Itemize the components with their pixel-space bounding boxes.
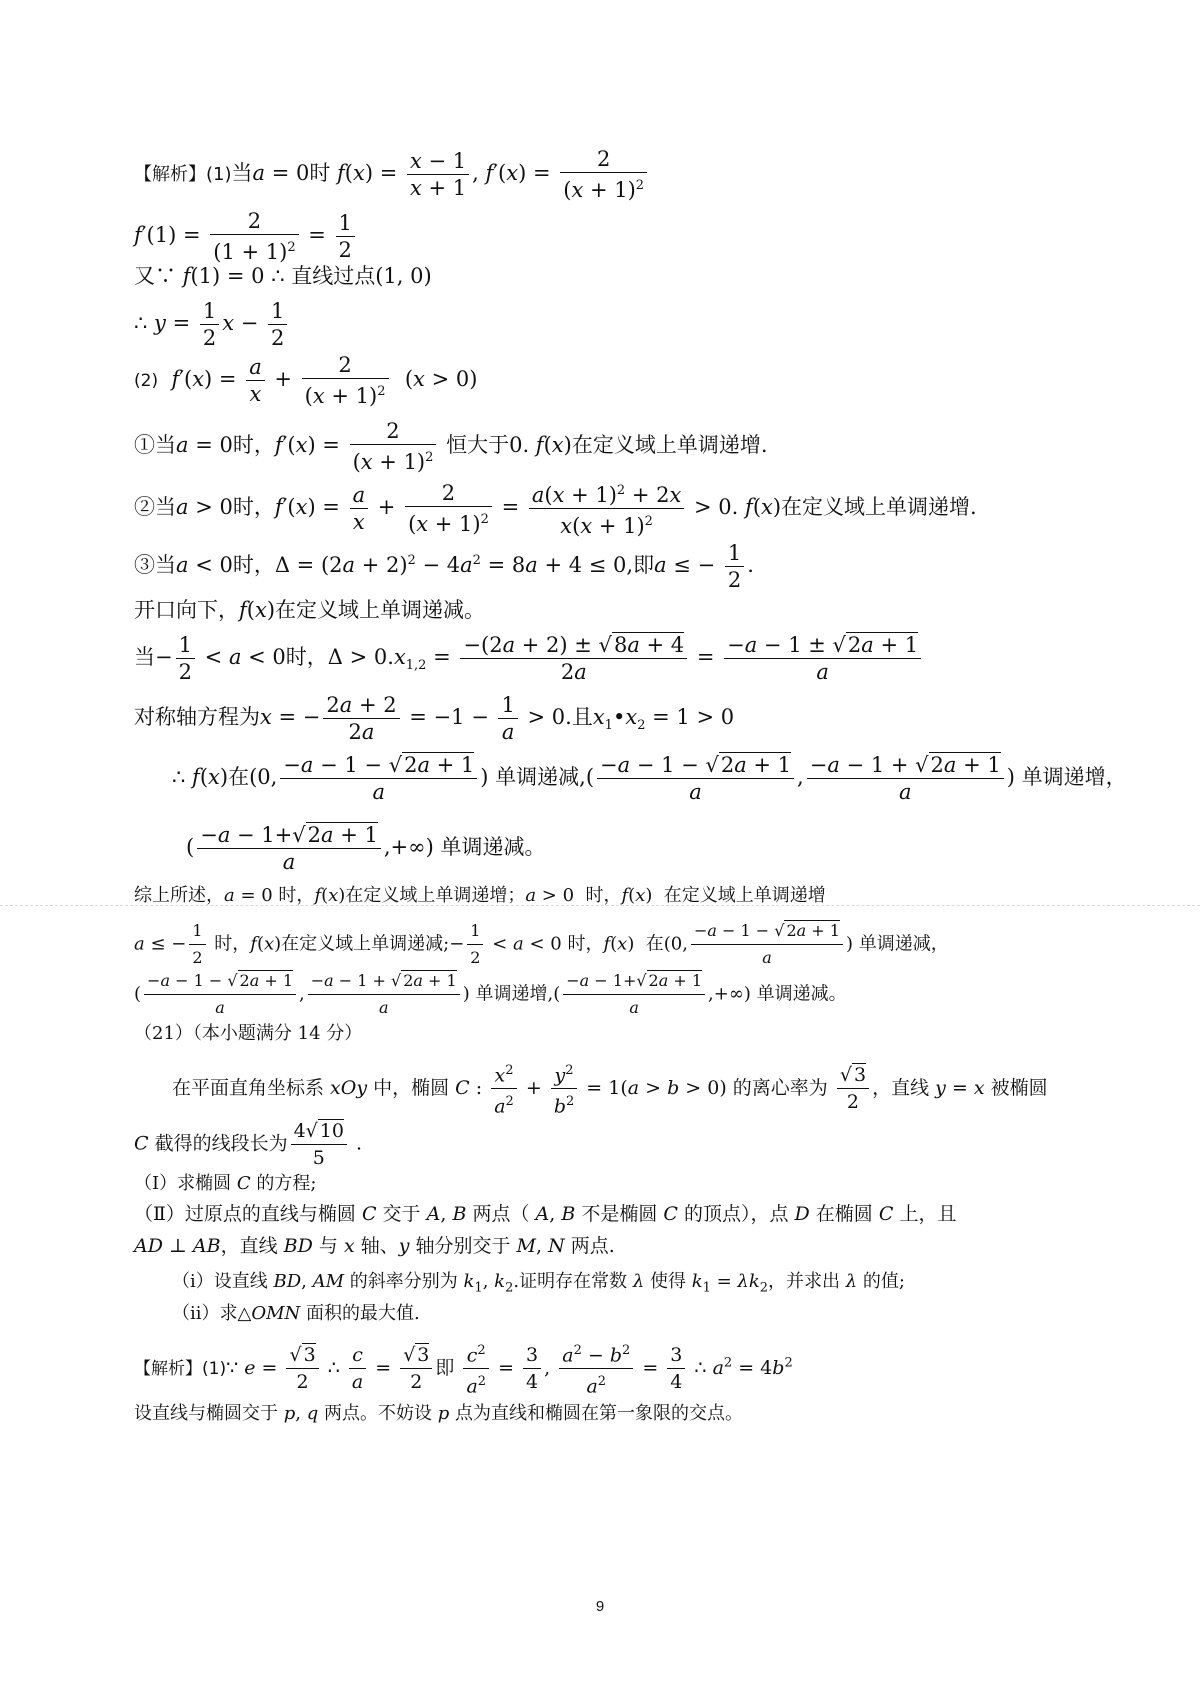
solution-line: 当− $\frac{1}{2}$ < a < 0时，$\Delta > 0.x_{1,2}$ = $\frac{-(2a + 2) \pm √8a + 4}{2a}$ = $\frac{-a - 1 \pm √2a + 1}{a}$ bbox=[134, 632, 924, 685]
summary-line: 综上所述，a = 0 时，f(x)在定义域上单调递增；a > 0 时，f(x) 在定义域上单调递增 bbox=[134, 885, 826, 906]
solution-line: 设直线与椭圆交于 p, q 两点。不妨设 p 点为直线和椭圆在第一象限的交点。 bbox=[134, 1403, 743, 1424]
solution-line: f′(1) = $\frac{2}{(1 + 1)^2}$ = $\frac{1}{2}$ bbox=[134, 208, 358, 265]
question-line: C 截得的线段长为 $\frac{4√ 10}{5}$ . bbox=[134, 1120, 363, 1169]
solution-line: ②当a > 0时，f′(x) = $\frac{a}{x}$ + $\frac{2}{(x + 1)^2}$ = $\frac{a(x + 1)^2 + 2x}{x(x + 1)^2}$ > 0. f(x)在定义域上单调递增. bbox=[134, 478, 977, 539]
solution-line: 【解析】(1)∵ e = $\frac{√ 3}{2}$ ∴ $\frac{c}{a}$ = $\frac{√ 3}{2}$ 即 $\frac{c^2}{a^2}$ = $\frac{3}{4}$ , $\frac{a^2 - b^2}{a^2}$ = $\frac{3}{4}$ ∴ $a^2 = 4b^2$ bbox=[134, 1338, 793, 1400]
solution-line: 开口向下，f(x)在定义域上单调递减。 bbox=[134, 598, 486, 622]
solution-line: 对称轴方程为x = − $\frac{2a + 2}{2a}$ = −1 − $\frac{1}{a}$ > 0.且$x_1•x_2 = 1 > 0$ bbox=[134, 693, 735, 744]
solution-line: 【解析】(1)当a = 0时 f(x) = $\frac{x - 1}{x + 1}$ , f′(x) = $\frac{2}{(x + 1)^2}$ bbox=[134, 146, 650, 203]
solution-line: 又∵ f(1) = 0 ∴ 直线过点(1, 0) bbox=[134, 264, 432, 288]
question-line: （Ⅱ）过原点的直线与椭圆 C 交于 A, B 两点（ A, B 不是椭圆 C 的顶点），点 D 在椭圆 C 上，且 bbox=[134, 1203, 957, 1225]
summary-line: ( $\frac{-a - 1 - √ 2a + 1}{a}$ , $\frac{-a - 1 + √ 2a + 1}{a}$ ) 单调递增,( $\frac{-a - 1+√ 2a + 1}{a}$ ,+∞) 单调递减。 bbox=[134, 968, 847, 1021]
solution-line: ∴ y = $\frac{1}{2}$ x − $\frac{1}{2}$ bbox=[134, 298, 290, 351]
question-line: （ii）求△OMN 面积的最大值. bbox=[172, 1303, 420, 1324]
question-line: AD ⊥ AB，直线 BD 与 x 轴、y 轴分别交于 M, N 两点. bbox=[134, 1235, 615, 1257]
question-line: 在平面直角坐标系 xOy 中，椭圆 C : $\frac{x^2}{a^2}$ + $\frac{y^2}{b^2}$ = 1(a > b > 0) 的离心率为 $\frac{√ 3}{2}$ ，直线 y = x 被椭圆 bbox=[172, 1058, 1048, 1120]
summary-line: a ≤ − $\frac{1}{2}$ 时，f(x)在定义域上单调递减;− $\frac{1}{2}$ < a < 0 时，f(x) 在(0, $\frac{-a - 1 - √ 2a + 1}{a}$ ) 单调递减， bbox=[134, 918, 949, 971]
question-line: （Ⅰ）求椭圆 C 的方程; bbox=[134, 1173, 317, 1194]
solution-line: ③当a < 0时，$\Delta = (2a + 2)^2 - 4a^2 = 8a + 4 \le 0$,即a ≤ − $\frac{1}{2}$ . bbox=[134, 541, 754, 592]
question-header: （21）（本小题满分 14 分） bbox=[134, 1023, 363, 1044]
question-line: （i）设直线 BD, AM 的斜率分别为 $k_1$, $k_2$.证明存在常数 λ 使得 $k_1 = \lambda k_2$，并求出 λ 的值; bbox=[172, 1271, 905, 1296]
solution-line: ①当a = 0时，f′(x) = $\frac{2}{(x + 1)^2}$ 恒大于0. f(x)在定义域上单调递增. bbox=[134, 419, 768, 474]
solution-line: (2) f′(x) = $\frac{a}{x}$ + $\frac{2}{(x + 1)^2}$ (x > 0) bbox=[134, 353, 478, 408]
solution-line: ( $\frac{-a - 1+√2a + 1}{a}$ ,+∞) 单调递减。 bbox=[186, 823, 546, 874]
solution-line: ∴ f(x)在(0, $\frac{-a - 1 - √2a + 1}{a}$ ) 单调递减,( $\frac{-a - 1 - √2a + 1}{a}$ , $\frac{-a - 1 + √2a + 1}{a}$ ) 单调递增， bbox=[172, 753, 1127, 804]
page-number: 9 bbox=[595, 1598, 605, 1615]
